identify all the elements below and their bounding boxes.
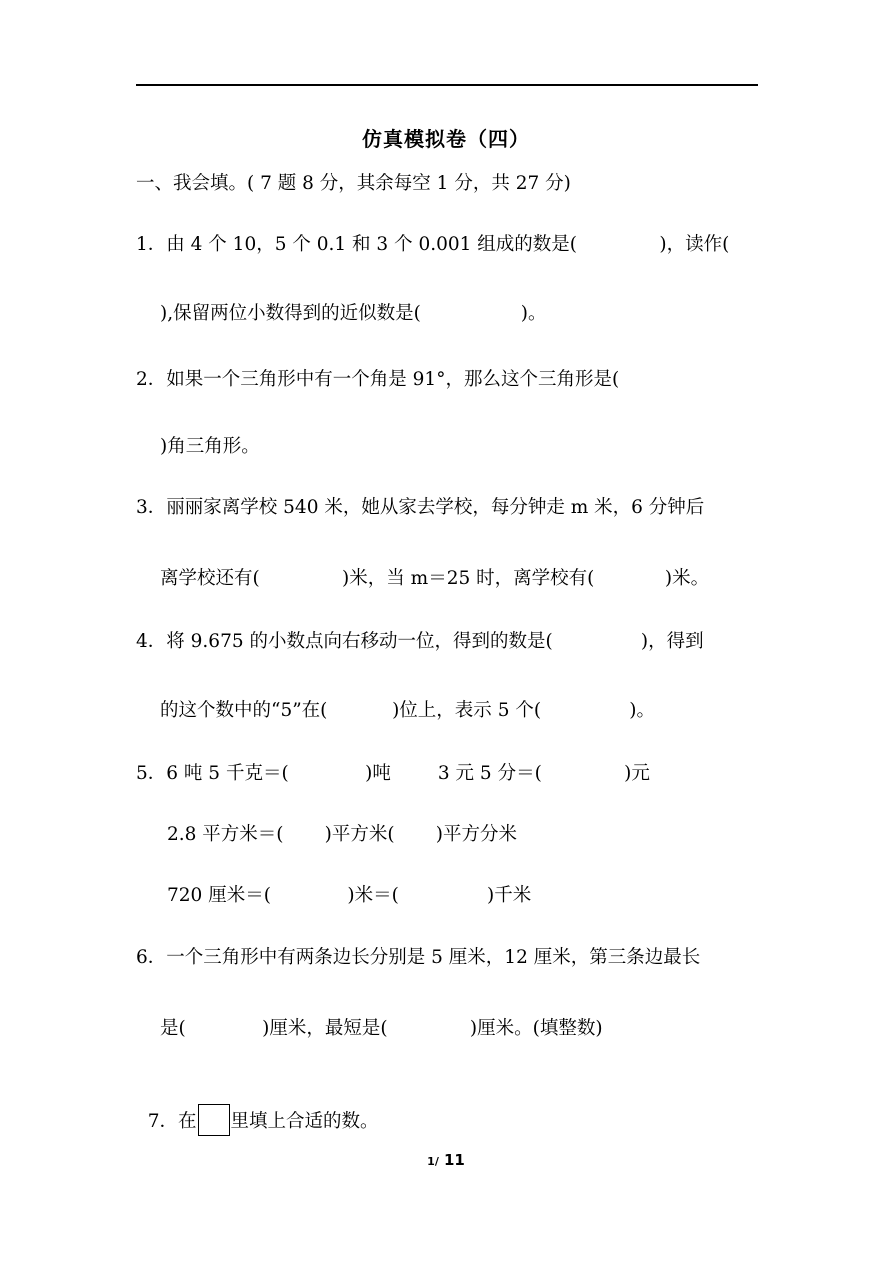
question-1-line-1: 1．由 4 个 10，5 个 0.1 和 3 个 0.001 组成的数是( )，读作( — [136, 234, 730, 255]
answer-box — [198, 1104, 230, 1136]
question-7 — [136, 1080, 379, 1136]
question-5-line-2: 2.8 平方米＝( )平方米( )平方分米 — [167, 824, 518, 845]
question-7-prefix: 7．在 — [147, 1111, 197, 1132]
question-5-line-1: 5．6 吨 5 千克＝( )吨 3 元 5 分＝( )元 — [136, 763, 650, 784]
question-2-line-1: 2．如果一个三角形中有一个角是 91°，那么这个三角形是( — [136, 369, 620, 390]
question-4-line-2: 的这个数中的“5”在( )位上，表示 5 个( )。 — [160, 700, 655, 721]
question-7-suffix: 里填上合适的数。 — [230, 1111, 379, 1132]
page-total: 11 — [443, 1151, 465, 1169]
section-heading: 一、我会填。( 7 题 8 分，其余每空 1 分，共 27 分) — [136, 173, 571, 194]
question-1-line-2: ),保留两位小数得到的近似数是( )。 — [160, 303, 547, 324]
page-footer — [0, 1150, 892, 1169]
question-2-line-2: )角三角形。 — [160, 436, 260, 457]
page-number: 1/ — [427, 1155, 439, 1168]
page-title: 仿真模拟卷（四） — [362, 127, 530, 151]
top-rule — [136, 84, 758, 86]
question-3-line-2: 离学校还有( )米，当 m＝25 时，离学校有( )米。 — [160, 568, 710, 589]
question-3-line-1: 3．丽丽家离学校 540 米，她从家去学校，每分钟走 m 米，6 分钟后 — [136, 497, 705, 518]
question-5-line-3: 720 厘米＝( )米＝( )千米 — [167, 885, 532, 906]
question-4-line-1: 4．将 9.675 的小数点向右移动一位，得到的数是( )，得到 — [136, 631, 704, 652]
question-6-line-1: 6．一个三角形中有两条边长分别是 5 厘米，12 厘米，第三条边最长 — [136, 947, 701, 968]
question-6-line-2: 是( )厘米，最短是( )厘米。(填整数) — [160, 1018, 603, 1039]
